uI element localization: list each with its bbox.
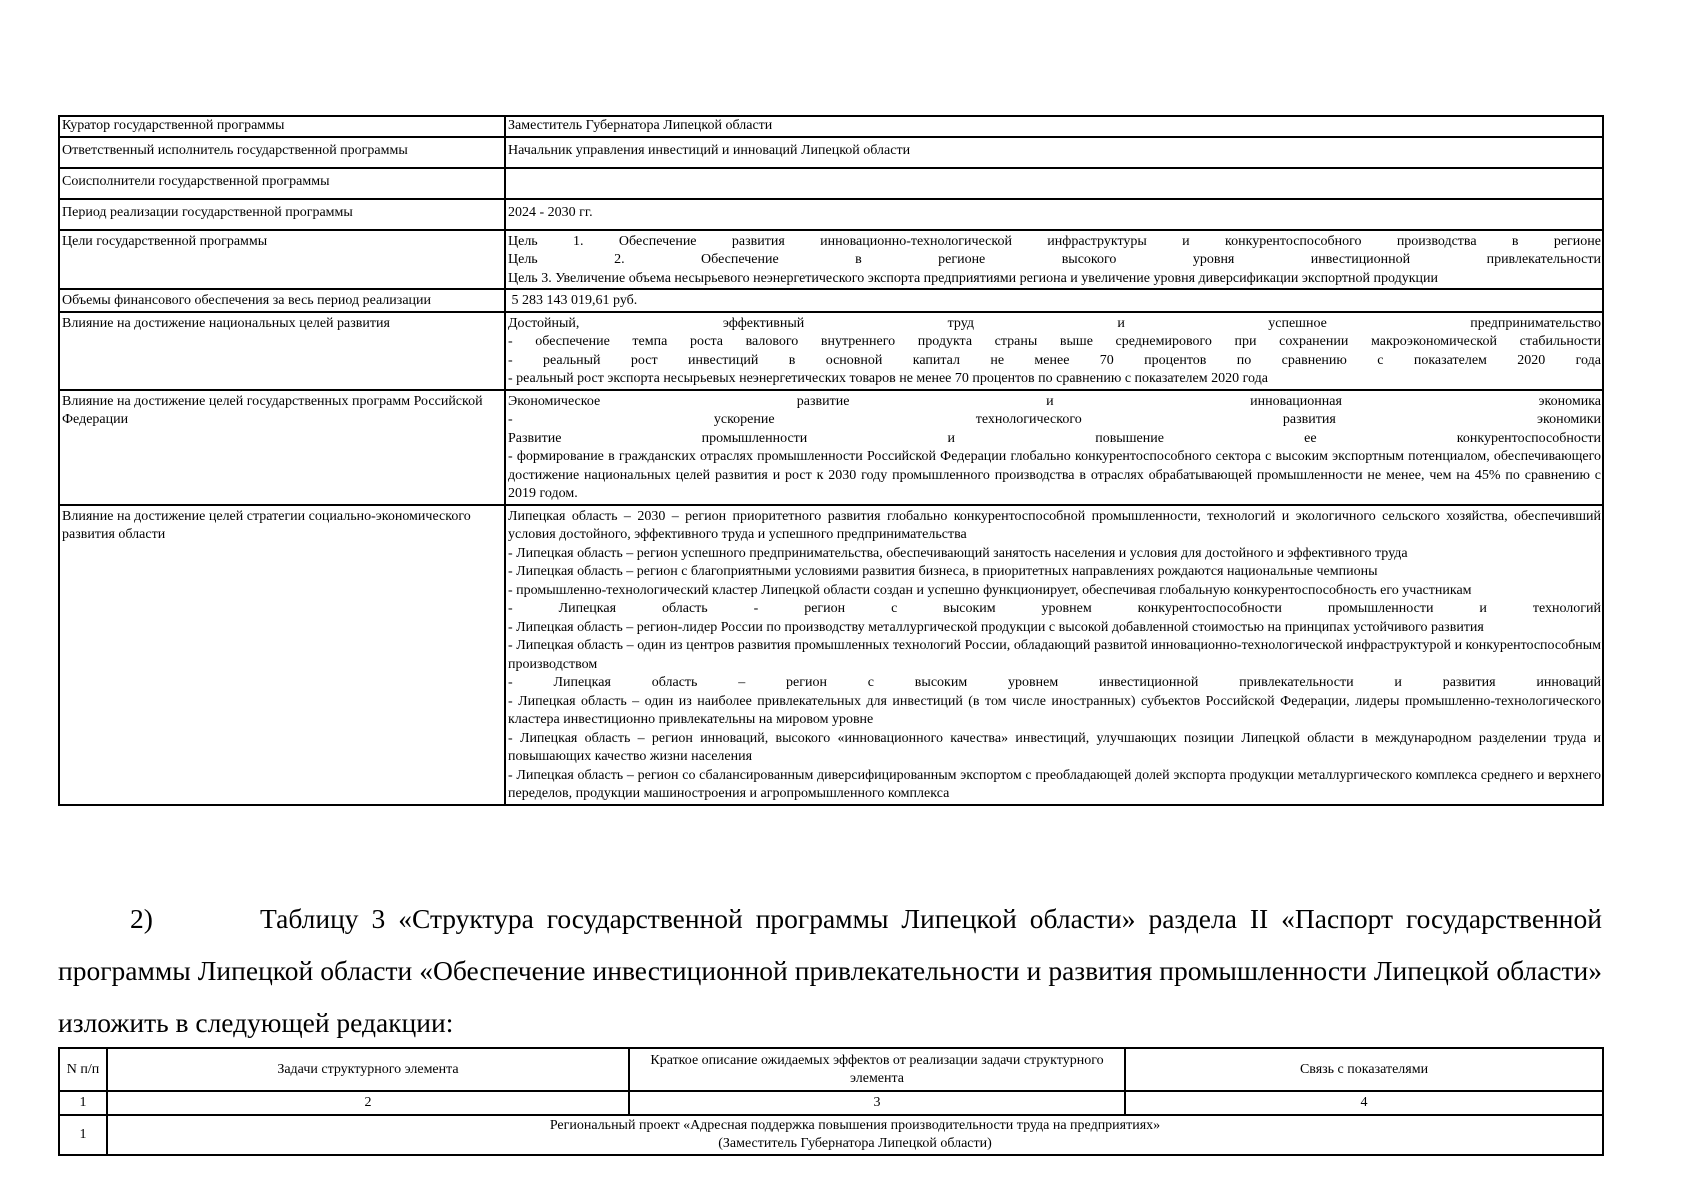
- table-row: [59, 505, 1603, 805]
- value-line: - Липецкая область – регион со сбалансированным диверсифицированным экспортом с преобладающей долей экспорта продукции металлургического комплекса среднего и верхнего переделов, продукции машиностроения и агропромышленного комплекса: [508, 767, 1601, 801]
- row-value: [505, 116, 1603, 137]
- column-number: 1: [59, 1091, 107, 1115]
- program-passport-table: [58, 115, 1604, 806]
- row-value: [505, 312, 1603, 390]
- value-line: 2024 - 2030 гг.: [508, 204, 593, 220]
- row-label: Период реализации государственной программы: [59, 199, 505, 230]
- value-line: - Липецкая область – один из наиболее привлекательных для инвестиций (в том числе иностранных) субъектов Российской Федерации, лидеры промышленно-технологического кластера инвестиционно привлекательны на мировом уровне: [508, 693, 1601, 727]
- row-label: Цели государственной программы: [59, 230, 505, 290]
- column-header: Задачи структурного элемента: [107, 1048, 629, 1091]
- value-line: - Липецкая область - регион с высоким уровнем конкурентоспособности промышленности и технологий: [508, 601, 1601, 616]
- value-line: Цель 3. Увеличение объема несырьевого неэнергетического экспорта предприятиями региона и увеличение уровня диверсификации экспортной продукции: [508, 270, 1438, 286]
- paragraph-number: 2): [130, 903, 153, 934]
- value-line: - формирование в гражданских отраслях промышленности Российской Федерации глобально конкурентоспособного сектора с высоким экспортным потенциалом, обеспечивающего достижение национальных целей развития и рост к 2030 году промышленного производства в отраслях обрабатывающей промышленности не менее, чем на 45% по сравнению с 2019 годом.: [508, 449, 1601, 501]
- amendment-paragraph: [58, 893, 1602, 1049]
- project-title-line: Региональный проект «Адресная поддержка повышения производительности труда на предприятиях»: [549, 1118, 1161, 1133]
- row-label: Ответственный исполнитель государственной программы: [59, 137, 505, 168]
- program-structure-table: [58, 1047, 1604, 1156]
- table-row: [59, 390, 1603, 505]
- value-line: 5 283 143 019,61 руб.: [508, 293, 638, 308]
- row-label: Влияние на достижение целей государственных программ Российской Федерации: [59, 390, 505, 505]
- table-row: [59, 168, 1603, 199]
- row-value: [505, 390, 1603, 505]
- value-line: - обеспечение темпа роста валового внутреннего продукта страны выше среднемирового при сохранении макроэкономической стабильности: [508, 334, 1601, 349]
- value-line: Развитие промышленности и повышение ее конкурентоспособности: [508, 430, 1601, 446]
- value-line: - Липецкая область – регион успешного предпринимательства, обеспечивающий занятость населения и условия для достойного и эффективного труда: [508, 545, 1408, 561]
- column-number: 4: [1125, 1091, 1603, 1115]
- value-line: - Липецкая область – регион с благоприятными условиями развития бизнеса, в приоритетных направлениях рождаются национальные чемпионы: [508, 564, 1378, 579]
- row-value: [505, 137, 1603, 168]
- value-line: Липецкая область – 2030 – регион приоритетного развития глобально конкурентоспособной промышленности, технологий и экологичного сельского хозяйства, обеспечивший условия достойного, эффективного труда и успешного предпринимательства: [508, 508, 1601, 542]
- table-header-row: [59, 1048, 1603, 1091]
- column-header: N п/п: [59, 1048, 107, 1091]
- value-line: - промышленно-технологический кластер Липецкой области создан и успешно функционирует, обеспечивая глобальную конкурентоспособность его участникам: [508, 582, 1472, 598]
- value-line: - Липецкая область – регион-лидер России по производству металлургической продукции с высокой добавленной стоимостью на принципах устойчивого развития: [508, 619, 1484, 635]
- value-line: Цель 1. Обеспечение развития инновационно-технологической инфраструктуры и конкурентоспособного производства в регионе: [508, 233, 1601, 249]
- row-value: [505, 505, 1603, 805]
- row-value: [505, 230, 1603, 290]
- value-line: - Липецкая область – один из центров развития промышленных технологий России, обладающий развитой инновационно-технологической инфраструктурой и конкурентоспособным производством: [508, 638, 1601, 672]
- table-row: [59, 137, 1603, 168]
- value-line: Цель 2. Обеспечение в регионе высокого уровня инвестиционной привлекательности: [508, 252, 1601, 267]
- regional-project-title: [107, 1115, 1603, 1155]
- table-row: [59, 230, 1603, 290]
- column-number: 2: [107, 1091, 629, 1115]
- row-label: Куратор государственной программы: [59, 116, 505, 137]
- row-value: [505, 289, 1603, 312]
- value-line: - ускорение технологического развития экономики: [508, 412, 1601, 427]
- column-header: Краткое описание ожидаемых эффектов от реализации задачи структурного элемента: [629, 1048, 1125, 1091]
- table-row: [59, 199, 1603, 230]
- row-value: [505, 199, 1603, 230]
- project-curator-line: (Заместитель Губернатора Липецкой области): [718, 1136, 992, 1151]
- row-label: Соисполнители государственной программы: [59, 168, 505, 199]
- value-line: - реальный рост экспорта несырьевых неэнергетических товаров не менее 70 процентов по сравнению с показателем 2020 года: [508, 371, 1268, 386]
- table-row: [59, 116, 1603, 137]
- table-row: [59, 1115, 1603, 1155]
- value-line: Достойный, эффективный труд и успешное предпринимательство: [508, 315, 1601, 331]
- table-row: [59, 312, 1603, 390]
- column-number: 3: [629, 1091, 1125, 1115]
- column-header: Связь с показателями: [1125, 1048, 1603, 1091]
- row-label: Влияние на достижение целей стратегии социально-экономического развития области: [59, 505, 505, 805]
- paragraph-text: Таблицу 3 «Структура государственной программы Липецкой области» раздела II «Паспорт государственной программы Липецкой области «Обеспечение инвестиционной привлекательности и развития промышленности Липецкой области» изложить в следующей редакции:: [58, 903, 1602, 1038]
- row-label: Влияние на достижение национальных целей развития: [59, 312, 505, 390]
- value-line: Экономическое развитие и инновационная экономика: [508, 393, 1601, 409]
- value-line: - реальный рост инвестиций в основной капитал не менее 70 процентов по сравнению с показателем 2020 года: [508, 352, 1601, 368]
- value-line: Заместитель Губернатора Липецкой области: [508, 118, 773, 133]
- row-label: Объемы финансового обеспечения за весь период реализации: [59, 289, 505, 312]
- value-line: - Липецкая область – регион инноваций, высокого «инновационного качества» инвестиций, улучшающих позиции Липецкой области в международном разделении труда и повышающих качество жизни населения: [508, 730, 1601, 764]
- row-value: [505, 168, 1603, 199]
- row-number: 1: [59, 1115, 107, 1155]
- value-line: - Липецкая область – регион с высоким уровнем инвестиционной привлекательности и развития инноваций: [508, 675, 1601, 690]
- table-numbering-row: [59, 1091, 1603, 1115]
- table-row: [59, 289, 1603, 312]
- value-line: Начальник управления инвестиций и инноваций Липецкой области: [508, 142, 911, 158]
